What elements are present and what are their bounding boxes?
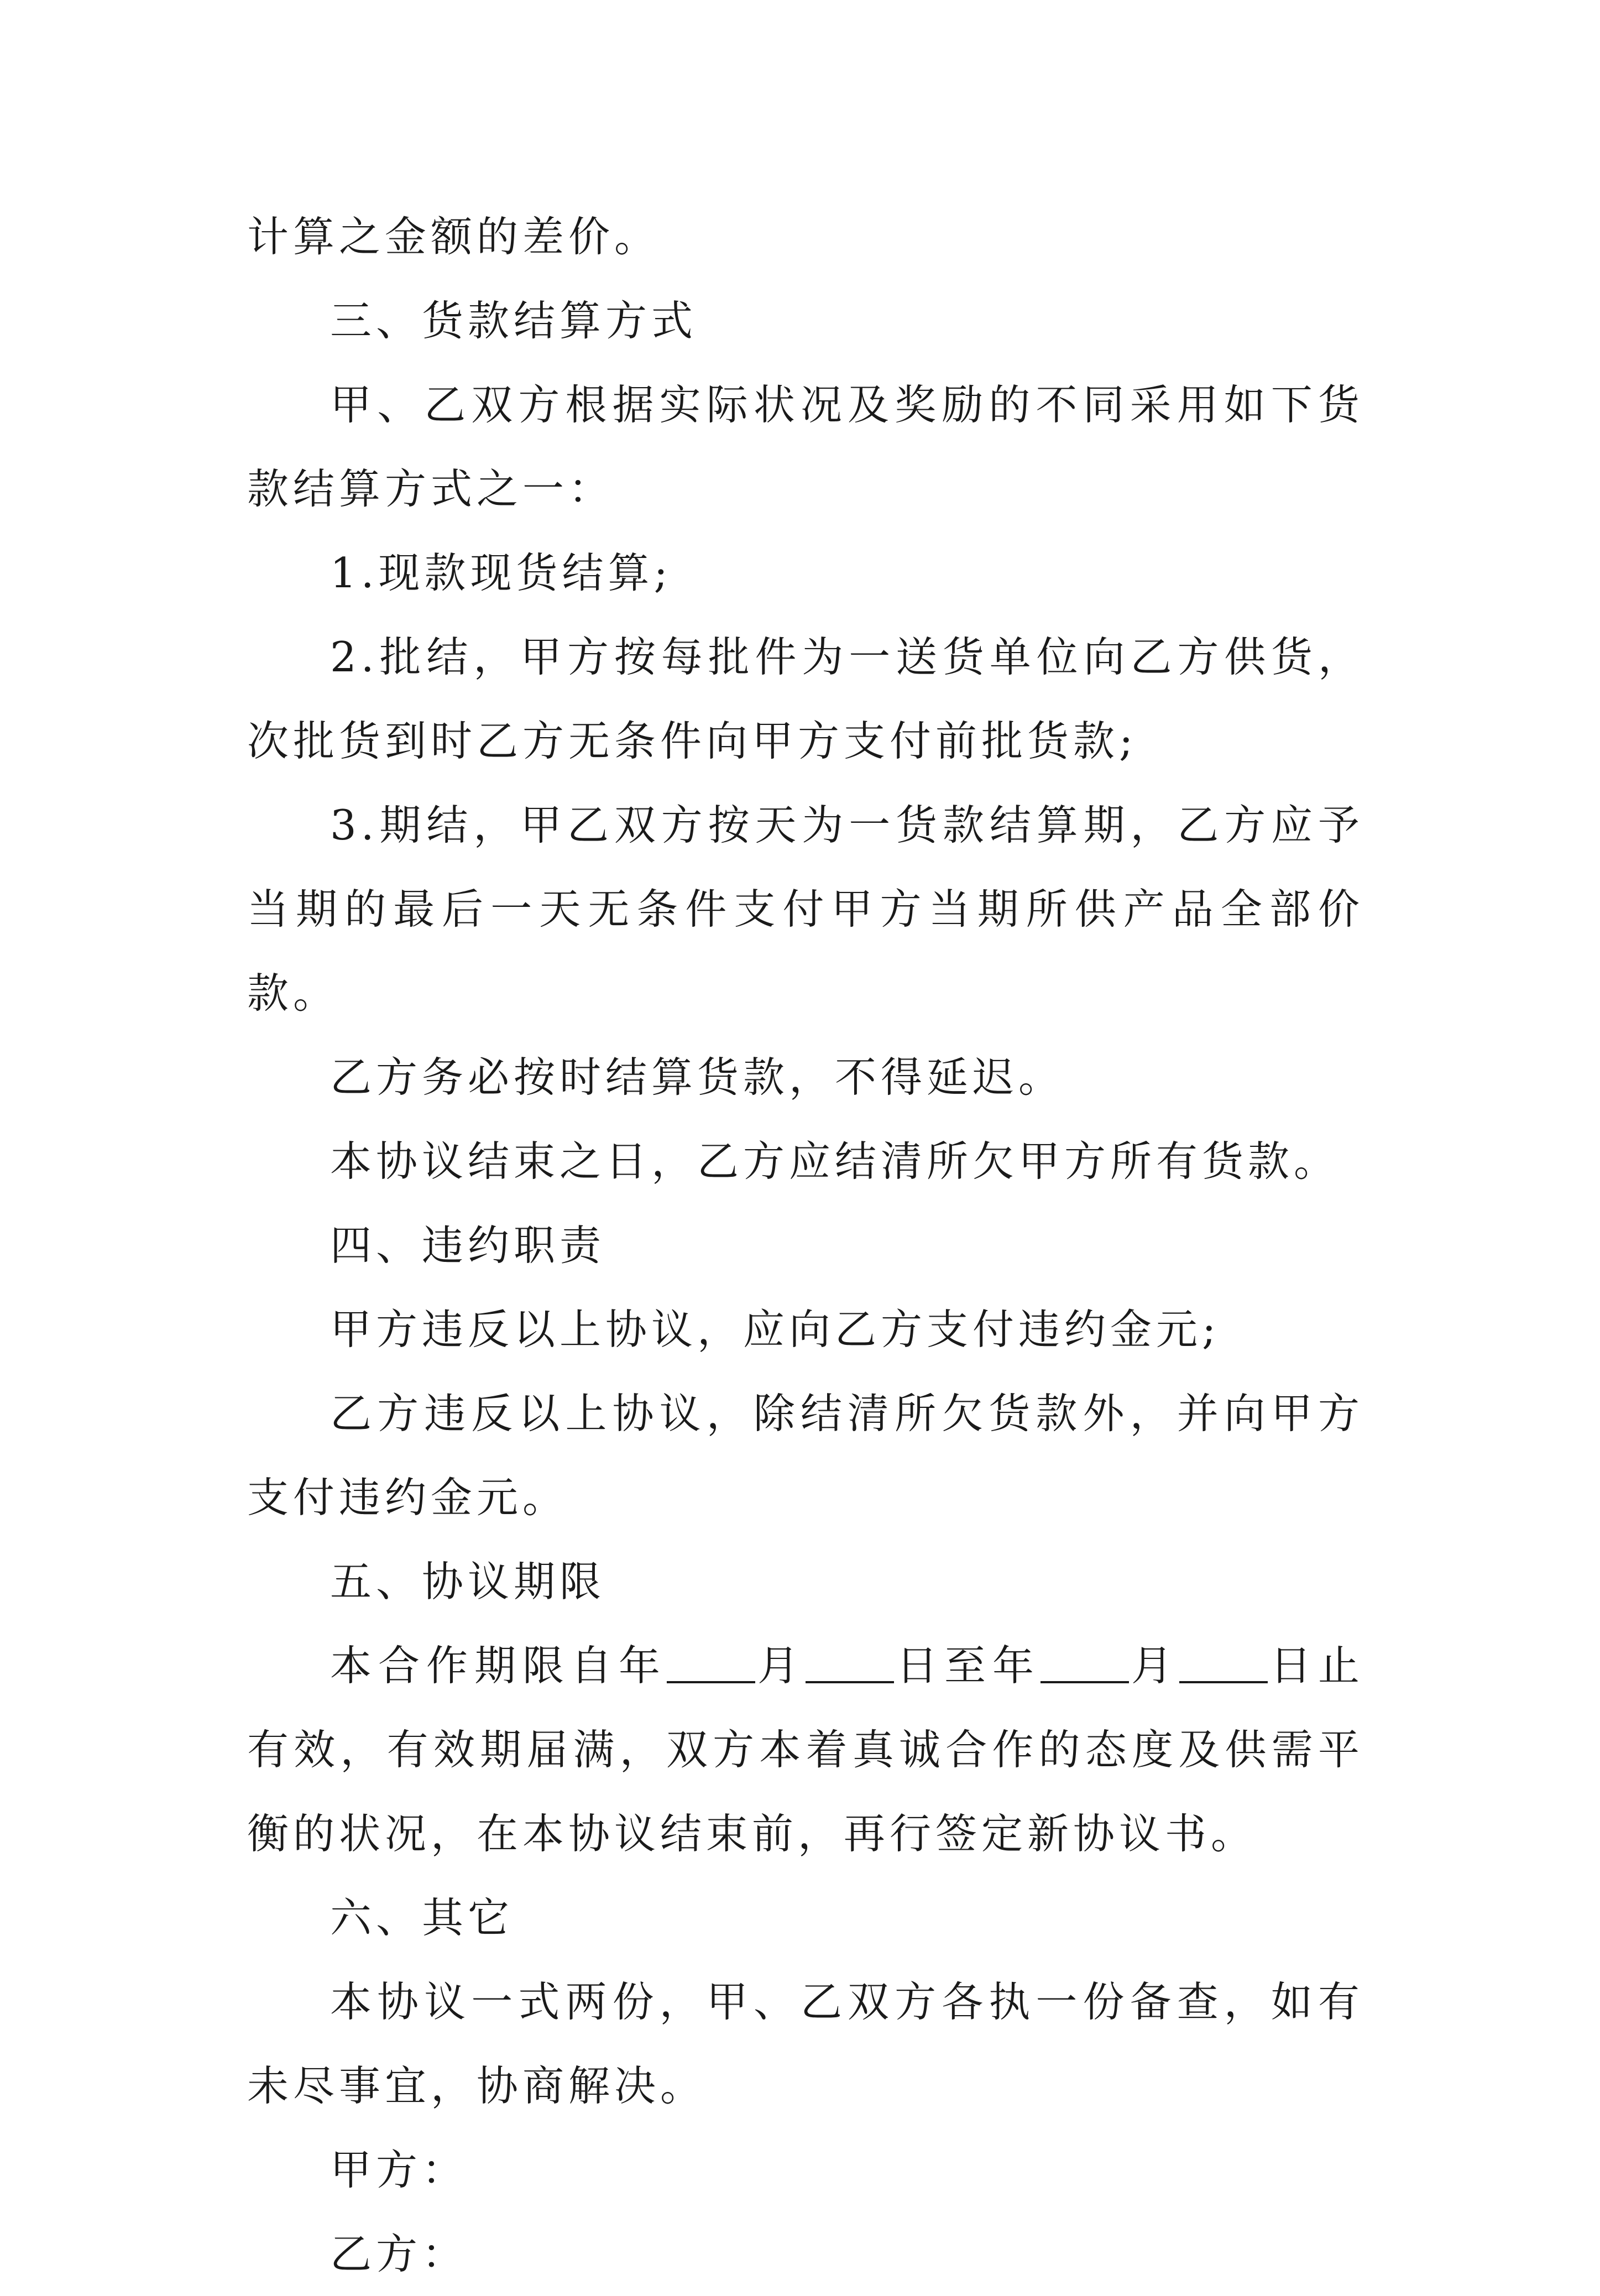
party-a-signature: 甲方：: [330, 2146, 468, 2194]
list-item: 1.现款现货结算;: [330, 549, 672, 597]
term-clause-part: 本合作期限自年: [330, 1641, 667, 1690]
term-clause: [247, 1624, 1364, 1876]
section-heading: 四、违约职责: [330, 1221, 606, 1270]
section-heading: 三、货款结算方式: [330, 296, 698, 345]
party-b-signature: 乙方：: [330, 2230, 468, 2278]
paragraph: 乙方务必按时结算货款，不得延迟。: [330, 1053, 1065, 1102]
fill-blank[interactable]: [806, 1648, 894, 1683]
paragraph: 甲、乙双方根据实际状况及奖励的不同采用如下货款结算方式之一：: [247, 380, 1364, 513]
paragraph: 计算之金额的差价。: [247, 212, 661, 261]
paragraph: 甲方违反以上协议，应向乙方支付违约金元;: [330, 1305, 1221, 1354]
list-item: 3.期结，甲乙双方按天为一货款结算期，乙方应予当期的最后一天无条件支付甲方当期所供产品全部价款。: [247, 801, 1364, 1017]
fill-blank[interactable]: [1179, 1648, 1268, 1683]
document-body: [247, 195, 1364, 2296]
section-heading: 六、其它: [330, 1893, 514, 1942]
fill-blank[interactable]: [667, 1648, 755, 1683]
paragraph: 乙方违反以上协议，除结清所欠货款外，并向甲方支付违约金元。: [247, 1389, 1364, 1522]
paragraph: 本协议结束之日，乙方应结清所欠甲方所有货款。: [330, 1137, 1340, 1186]
fill-blank[interactable]: [1040, 1648, 1129, 1683]
term-clause-part: 月: [1128, 1641, 1179, 1690]
term-clause-part: 日至年: [893, 1641, 1040, 1690]
paragraph: 本协议一式两份，甲、乙双方各执一份备查，如有未尽事宜，协商解决。: [247, 1977, 1364, 2110]
section-heading: 五、协议期限: [330, 1557, 606, 1606]
list-item: 2.批结，甲方按每批件为一送货单位向乙方供货，次批货到时乙方无条件向甲方支付前批货款;: [247, 633, 1364, 765]
term-clause-part: 月: [755, 1641, 806, 1690]
term-clause-part: 日止有效，有效期届满，双方本着真诚合作的态度及供需平衡的状况，在本协议结束前，再行签定新协议书。: [247, 1641, 1364, 1858]
